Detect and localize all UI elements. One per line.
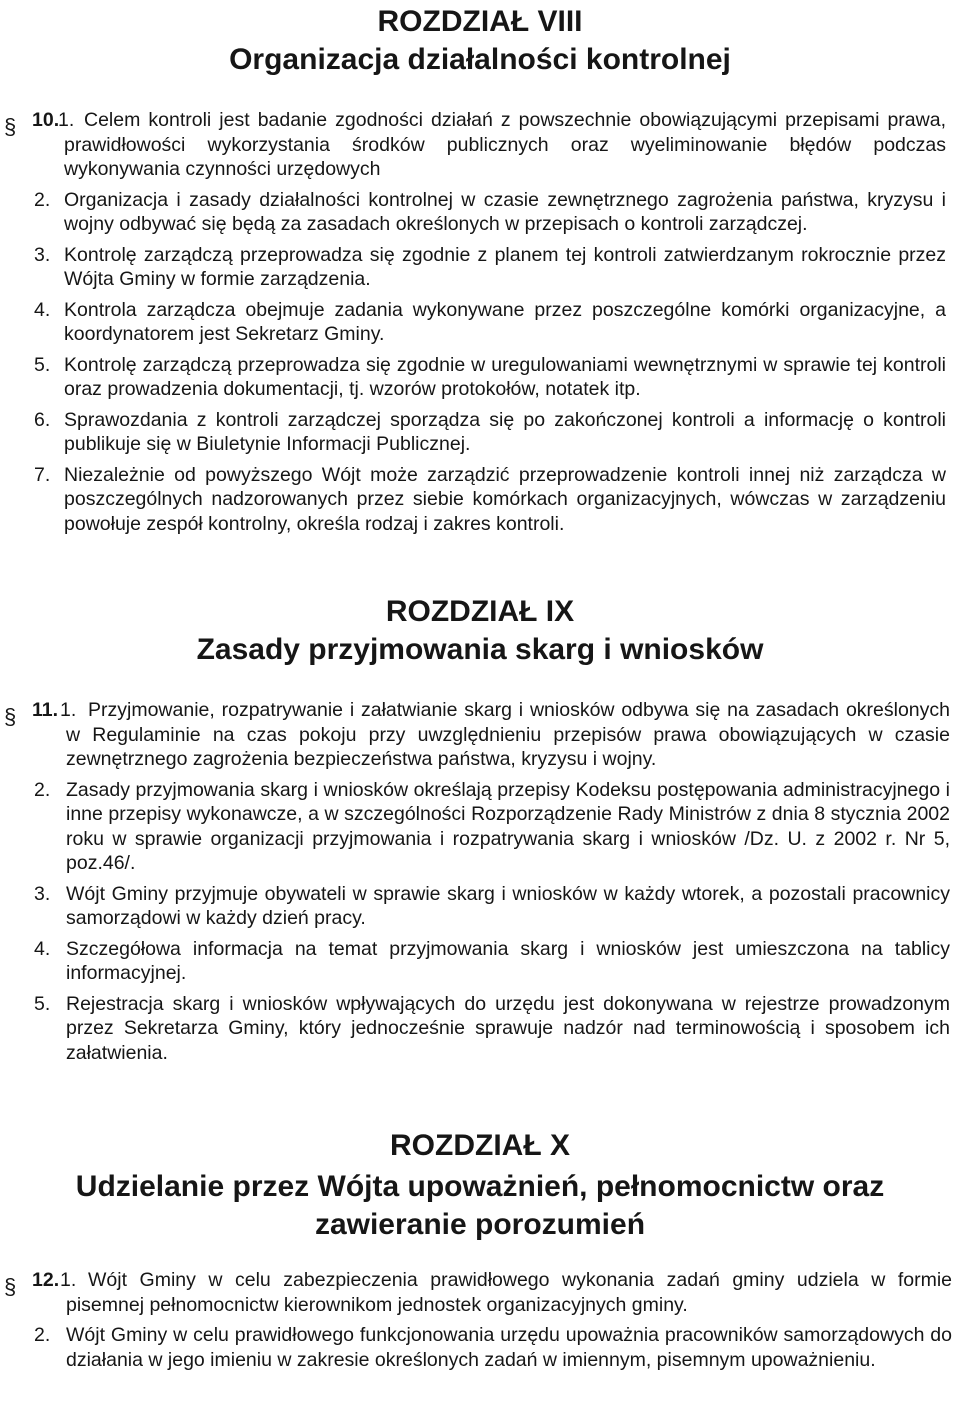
item-number: 6. xyxy=(34,408,51,431)
item-number: 7. xyxy=(34,463,51,486)
list-item xyxy=(34,937,950,986)
item-number: 4. xyxy=(34,298,51,321)
section-number: 11. xyxy=(32,699,59,721)
item-text: Wójt Gminy przyjmuje obywateli w sprawie skarg i wniosków w każdy wtorek, a pozostali pracownicy samorządowi w każdy dzień pracy. xyxy=(66,882,950,929)
list-item xyxy=(34,298,946,347)
list-item xyxy=(60,1268,952,1317)
list-item xyxy=(60,698,950,772)
item-number: 5. xyxy=(34,353,51,376)
item-text: Niezależnie od powyższego Wójt może zarządzić przeprowadzenie kontroli innej niż zarządcza w poszczególnych nadzorowanych przez siebie komórkach organizacyjnych, wówczas w zarządzeniu powołuje zespół kontrolny, określa rodzaj i zakres kontroli. xyxy=(64,463,946,535)
item-number: 4. xyxy=(34,937,51,960)
chapter-ix xyxy=(0,594,960,1071)
item-text: Rejestracja skarg i wniosków wpływających do urzędu jest dokonywana w rejestrze prowadzonym przez Sekretarza Gminy, który jednocześnie sprawuje nadzór nad terminowością i sposobem ich załatwienia. xyxy=(66,992,950,1064)
section-sign: § xyxy=(4,704,17,729)
item-text: Wójt Gminy w celu zabezpieczenia prawidłowego wykonania zadań gminy udziela w formie pisemnej pełnomocnictw kierownikom jednostek organizacyjnych gminy. xyxy=(66,1269,952,1316)
item-text: Kontrolę zarządczą przeprowadza się zgodnie z planem tej kontroli zatwierdzanym rokrocznie przez Wójta Gminy w formie zarządzenia. xyxy=(64,243,946,290)
list-item xyxy=(34,1323,952,1372)
list-item xyxy=(58,108,946,182)
item-number: 3. xyxy=(34,882,51,905)
item-number: 2. xyxy=(34,778,51,801)
item-number: 1. xyxy=(58,109,75,131)
item-number: 1. xyxy=(60,699,77,721)
item-number: 3. xyxy=(34,243,51,266)
section-sign: § xyxy=(4,114,17,139)
item-text: Organizacja i zasady działalności kontrolnej w czasie zewnętrznego zagrożenia państwa, kryzysu i wojny odbywać się będą za zasadach określonych w przepisach o kontroli zarządczej. xyxy=(64,188,946,235)
chapter-heading: ROZDZIAŁ VIII xyxy=(377,5,583,38)
item-number: 5. xyxy=(34,992,51,1015)
section-12 xyxy=(0,1268,960,1372)
item-number: 1. xyxy=(60,1269,77,1291)
chapter-heading: ROZDZIAŁ X xyxy=(390,1129,570,1162)
chapter-title: Organizacja działalności kontrolnej xyxy=(229,43,731,76)
chapter-viii xyxy=(0,4,960,542)
chapter-heading: ROZDZIAŁ IX xyxy=(385,595,575,628)
item-text: Wójt Gminy w celu prawidłowego funkcjonowania urzędu upoważnia pracowników samorządowych do działania w jego imieniu w zakresie określonych zadań w imiennym, pisemnym upoważnieniu. xyxy=(66,1324,952,1371)
chapter-title: Zasady przyjmowania skarg i wniosków xyxy=(196,633,764,666)
item-number: 2. xyxy=(34,188,51,211)
section-number: 12. xyxy=(32,1269,60,1291)
section-number: 10. xyxy=(32,109,60,131)
chapter-title: Udzielanie przez Wójta upoważnień, pełnomocnictw oraz zawieranie porozumień xyxy=(75,1170,885,1241)
list-item xyxy=(34,243,946,292)
item-text: Sprawozdania z kontroli zarządczej sporządza się po zakończonej kontroli a informację o kontroli publikuje się w Biuletynie Informacji Publicznej. xyxy=(64,408,946,455)
list-item xyxy=(34,992,950,1066)
section-sign: § xyxy=(4,1274,17,1299)
item-text: Szczegółowa informacja na temat przyjmowania skarg i wniosków jest umieszczona na tablicy informacyjnej. xyxy=(66,937,950,984)
item-number: 2. xyxy=(34,1324,51,1346)
list-item xyxy=(34,463,946,537)
item-text: Kontrola zarządcza obejmuje zadania wykonywane przez poszczególne komórki organizacyjne, a koordynatorem jest Sekretarz Gminy. xyxy=(64,298,946,345)
list-item xyxy=(34,353,946,402)
section-10 xyxy=(0,108,960,536)
list-item xyxy=(34,408,946,457)
item-text: Celem kontroli jest badanie zgodności działań z powszechnie obowiązującymi przepisami prawa, prawidłowości wykorzystania środków publicznych oraz wyeliminowanie błędów podczas wykonywania czynności urzędowych xyxy=(64,109,946,180)
item-text: Przyjmowanie, rozpatrywanie i załatwianie skarg i wniosków odbywa się na zasadach określonych w Regulaminie na czas pokoju przy uwzględnieniu przepisów prawa obowiązujących w czasie zewnętrznego zagrożenia bezpieczeństwa państwa, kryzysu i wojny. xyxy=(66,699,950,770)
list-item xyxy=(34,188,946,237)
section-11 xyxy=(0,698,960,1065)
item-text: Zasady przyjmowania skarg i wniosków określają przepisy Kodeksu postępowania administracyjnego i inne przepisy wykonawcze, a w szczególności Rozporządzenie Rady Ministrów z dnia 8 stycznia 2002 roku w sprawie organizacji przyjmowania i rozpatrywania skarg i wniosków /Dz. U. z 2002 r. Nr 5, poz.46/. xyxy=(66,778,950,874)
list-item xyxy=(34,778,950,876)
list-item xyxy=(34,882,950,931)
item-text: Kontrolę zarządczą przeprowadza się zgodnie w uregulowaniami wewnętrznymi w sprawie tej kontroli oraz prowadzenia dokumentacji, tj. wzorów protokołów, notatek itp. xyxy=(64,353,946,400)
chapter-x xyxy=(0,1128,960,1378)
